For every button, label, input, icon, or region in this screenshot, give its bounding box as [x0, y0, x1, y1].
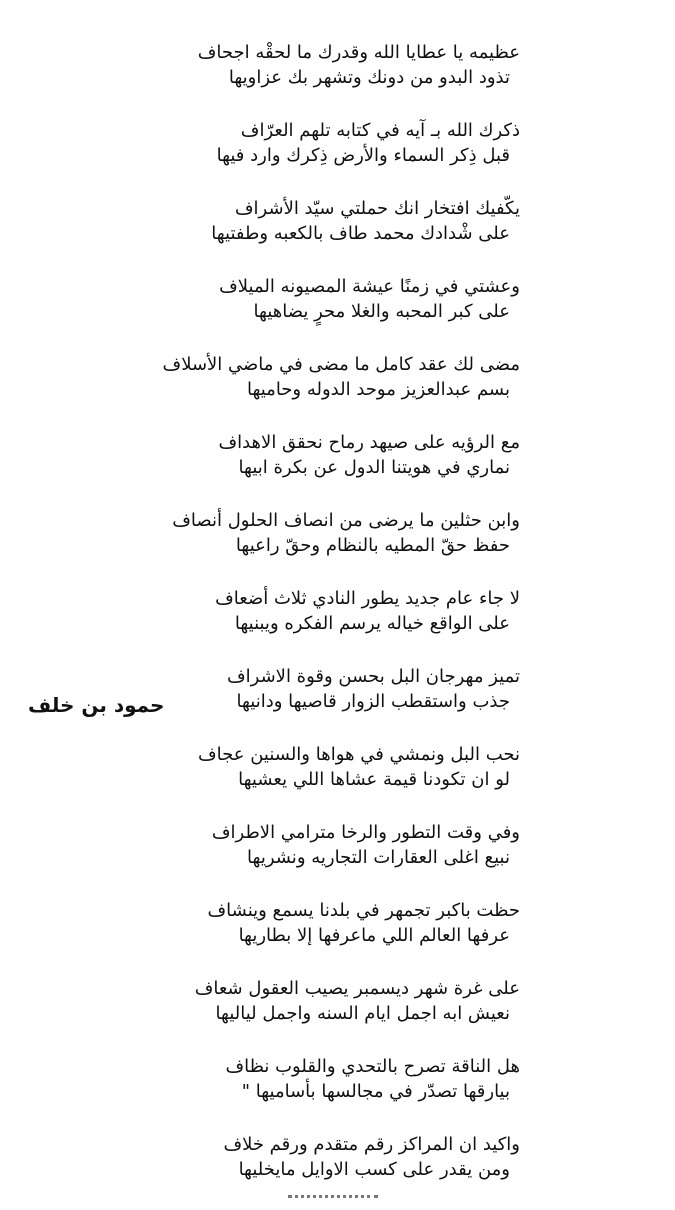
stanza-11 — [130, 820, 520, 898]
verse-line: نبيع اغلى العقارات التجاريه ونشريها — [247, 847, 510, 868]
verse-line: نحب البل ونمشي في هواها والسنين عجاف — [197, 744, 520, 765]
verse-line: لو ان تكودنا قيمة عشاها اللي يعشيها — [238, 769, 510, 790]
verse-line: عظيمه يا عطايا الله وقدرك ما لحقْه اجحاف — [197, 42, 520, 63]
stanza-10 — [130, 742, 520, 820]
verse-line: مضى لك عقد كامل ما مضى في ماضي الأسلاف — [162, 354, 520, 375]
verse-line: قبل ذِكر السماء والأرض ذِكرك وارد فيها — [216, 145, 510, 166]
verse-line: واكيد ان المراكز رقم متقدم ورقم خلاف — [223, 1134, 520, 1155]
verse-line: جذب واستقطب الزوار قاصيها ودانيها — [236, 691, 510, 712]
stanza-2 — [130, 118, 520, 196]
stanza-12 — [130, 898, 520, 976]
stanza-13 — [130, 976, 520, 1054]
stanza-14 — [130, 1054, 520, 1132]
stanza-9 — [130, 664, 520, 742]
stanza-6 — [130, 430, 520, 508]
stanza-7 — [130, 508, 520, 586]
verse-line: مع الرؤيه على صيهد رماح نحقق الاهداف — [218, 432, 520, 453]
stanza-1 — [130, 40, 520, 118]
verse-line: عرفها العالم اللي ماعرفها إلا بطاريها — [238, 925, 510, 946]
verse-line: وابن حثلين ما يرضى من انصاف الحلول أنصاف — [172, 510, 520, 531]
stanza-3 — [130, 196, 520, 274]
stanza-4 — [130, 274, 520, 352]
cut-off-mark — [288, 1195, 378, 1200]
verse-line: على غرة شهر ديسمبر يصيب العقول شعاف — [194, 978, 520, 999]
verse-line: على الواقع خياله يرسم الفكره ويبنيها — [234, 613, 510, 634]
verse-line: تذود البدو من دونك وتشهر بك عزاويها — [228, 67, 510, 88]
verse-line: وعشتي في زمنًا عيشة المصيونه الميلاف — [219, 276, 520, 297]
verse-line: وفي وقت التطور والرخا مترامي الاطراف — [211, 822, 520, 843]
verse-line: على كبر المحبه والغلا محرٍ يضاهيها — [253, 301, 510, 322]
verse-line: حفظ حقّ المطيه بالنظام وحقّ راعيها — [235, 535, 510, 556]
poem-body — [130, 40, 520, 1210]
verse-line: بسم عبدالعزيز موحد الدوله وحاميها — [246, 379, 510, 400]
verse-line: يكّفيك افتخار انك حملتي سيّد الأشراف — [234, 198, 520, 219]
verse-line: نماري في هويتنا الدول عن بكرة ابيها — [238, 457, 510, 478]
cut-off-text-fragment — [288, 1190, 378, 1200]
verse-line: ومن يقدر على كسب الاوايل مايخليها — [238, 1159, 510, 1180]
author-name: حمود بن خلف — [28, 693, 165, 717]
verse-line: تميز مهرجان البل بحسن وقوة الاشراف — [227, 666, 520, 687]
verse-line: هل الناقة تصرح بالتحدي والقلوب نظاف — [225, 1056, 520, 1077]
stanza-8 — [130, 586, 520, 664]
stanza-5 — [130, 352, 520, 430]
verse-line: لا جاء عام جديد يطور النادي ثلاث أضعاف — [215, 588, 520, 609]
verse-line: حظت باكبر تجمهر في بلدنا يسمع وينشاف — [207, 900, 520, 921]
verse-line: نعيش ابه اجمل ايام السنه واجمل لياليها — [215, 1003, 510, 1024]
verse-line: ذكرك الله بـ آيه في كتابه تلهم العرّاف — [240, 120, 520, 141]
verse-line: بيارقها تصدّر في مجالسها بأساميها " — [241, 1081, 510, 1102]
verse-line: على شْدادك محمد طاف بالكعبه وطفتيها — [211, 223, 510, 244]
